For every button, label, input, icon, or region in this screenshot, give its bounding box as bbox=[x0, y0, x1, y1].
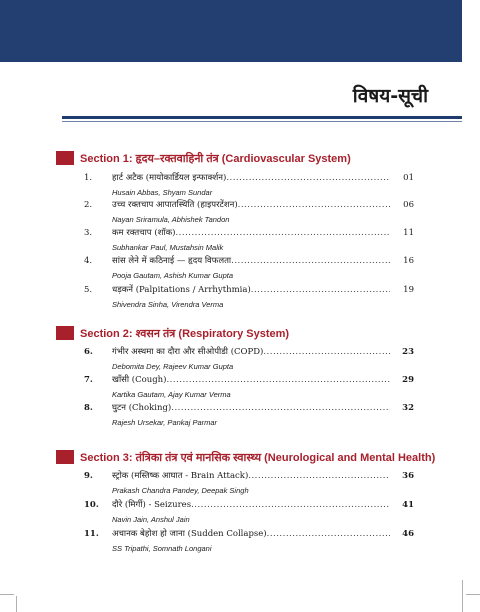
section-marker bbox=[56, 450, 74, 464]
crop-mark-bottom-left-v bbox=[16, 596, 17, 612]
toc-entry[interactable] bbox=[84, 256, 414, 281]
entry-authors: Shivendra Sinha, Virendra Verma bbox=[112, 300, 224, 309]
entry-page: 01 bbox=[403, 173, 414, 183]
entry-page: 06 bbox=[403, 200, 414, 210]
entry-number: 8. bbox=[84, 403, 93, 413]
entry-title: अचानक बेहोश हो जाना (Sudden Collapse) bbox=[112, 529, 267, 539]
title-rule bbox=[62, 116, 462, 119]
entry-page: 46 bbox=[402, 529, 414, 539]
dot-leader bbox=[238, 200, 390, 211]
section-heading-2 bbox=[56, 325, 289, 341]
entry-authors: Debomita Dey, Rajeev Kumar Gupta bbox=[112, 362, 234, 371]
dot-leader bbox=[251, 285, 390, 296]
entry-title: हार्ट अटैक (मायोकार्डियल इन्फार्क्शन) bbox=[112, 173, 227, 183]
entry-page: 16 bbox=[403, 256, 414, 266]
toc-entry[interactable] bbox=[84, 200, 414, 225]
entry-number: 2. bbox=[84, 200, 93, 210]
section-title: Section 1: हृदय–रक्तवाहिनी तंत्र (Cardiovascular System) bbox=[80, 152, 351, 165]
entry-number: 10. bbox=[84, 500, 99, 510]
entry-page: 36 bbox=[402, 471, 414, 481]
entry-number: 9. bbox=[84, 471, 93, 481]
entry-title: खाँसी (Cough) bbox=[112, 375, 167, 385]
entry-authors: Kartika Gautam, Ajay Kumar Verma bbox=[112, 390, 231, 399]
toc-entry[interactable] bbox=[84, 403, 414, 428]
section-heading-1 bbox=[56, 150, 351, 166]
dot-leader bbox=[263, 347, 390, 358]
entry-title: धड़कनें (Palpitations / Arrhythmia) bbox=[112, 285, 251, 295]
toc-entry[interactable] bbox=[84, 228, 414, 253]
toc-entry[interactable] bbox=[84, 173, 414, 198]
entry-title: उच्च रक्तचाप आपातस्थिति (हाइपरटेंशन) bbox=[112, 200, 238, 210]
entry-title: स्ट्रोक (मस्तिष्क आघात - Brain Attack) bbox=[112, 471, 249, 481]
toc-entry[interactable] bbox=[84, 347, 414, 372]
entry-title: गंभीर अस्थमा का दौरा और सीओपीडी (COPD) bbox=[112, 347, 264, 357]
page-title: विषय-सूची bbox=[352, 85, 428, 107]
entry-authors: Nayan Sriramula, Abhishek Tandon bbox=[112, 215, 230, 224]
entry-title: कम रक्तचाप (शॉक) bbox=[112, 228, 176, 238]
dot-leader bbox=[175, 228, 390, 239]
entry-number: 3. bbox=[84, 228, 93, 238]
entry-number: 11. bbox=[84, 529, 99, 539]
entry-authors: Subhankar Paul, Mustahsin Malik bbox=[112, 243, 224, 252]
dot-leader bbox=[226, 173, 390, 184]
toc-entry[interactable] bbox=[84, 375, 414, 400]
crop-mark-bottom-right-h bbox=[466, 594, 480, 595]
dot-leader bbox=[231, 256, 390, 267]
entry-page: 32 bbox=[402, 403, 414, 413]
entry-page: 29 bbox=[402, 375, 414, 385]
entry-title: सांस लेने में कठिनाई — हृदय विफलता bbox=[112, 256, 232, 266]
entry-authors: Prakash Chandra Pandey, Deepak Singh bbox=[112, 486, 249, 495]
entry-number: 5. bbox=[84, 285, 93, 295]
entry-number: 6. bbox=[84, 347, 93, 357]
toc-entry[interactable] bbox=[84, 471, 414, 496]
toc-entry[interactable] bbox=[84, 285, 414, 310]
title-rule-thin bbox=[62, 121, 462, 122]
dot-leader bbox=[248, 471, 390, 482]
section-title: Section 2: श्वसन तंत्र (Respiratory System) bbox=[80, 327, 290, 340]
entry-title: घुटन (Choking) bbox=[112, 403, 172, 413]
entry-page: 23 bbox=[402, 347, 414, 357]
toc-entry[interactable] bbox=[84, 529, 414, 554]
dot-leader bbox=[166, 375, 390, 386]
dot-leader bbox=[191, 500, 390, 511]
crop-mark-bottom-right-v bbox=[462, 580, 463, 612]
entry-authors: SS Tripathi, Somnath Longani bbox=[112, 544, 212, 553]
entry-authors: Rajesh Ursekar, Pankaj Parmar bbox=[112, 418, 218, 427]
entry-number: 4. bbox=[84, 256, 93, 266]
entry-page: 41 bbox=[402, 500, 414, 510]
section-marker bbox=[56, 326, 74, 340]
entry-number: 1. bbox=[84, 173, 93, 183]
dot-leader bbox=[171, 403, 390, 414]
header-band bbox=[0, 0, 462, 62]
section-title: Section 3: तंत्रिका तंत्र एवं मानसिक स्वास्थ्य (Neurological and Mental Health) bbox=[80, 451, 436, 464]
crop-mark-bottom-left-h bbox=[0, 594, 14, 595]
dot-leader bbox=[267, 529, 390, 540]
section-heading-3 bbox=[56, 449, 435, 465]
toc-entry[interactable] bbox=[84, 500, 414, 525]
entry-number: 7. bbox=[84, 375, 93, 385]
section-marker bbox=[56, 151, 74, 165]
entry-authors: Navin Jain, Anshul Jain bbox=[112, 515, 190, 524]
entry-authors: Pooja Gautam, Ashish Kumar Gupta bbox=[112, 271, 234, 280]
entry-page: 19 bbox=[403, 285, 414, 295]
entry-authors: Husain Abbas, Shyam Sundar bbox=[112, 188, 213, 197]
entry-page: 11 bbox=[403, 228, 414, 238]
entry-title: दौरे (मिर्गी) - Seizures bbox=[112, 500, 192, 510]
